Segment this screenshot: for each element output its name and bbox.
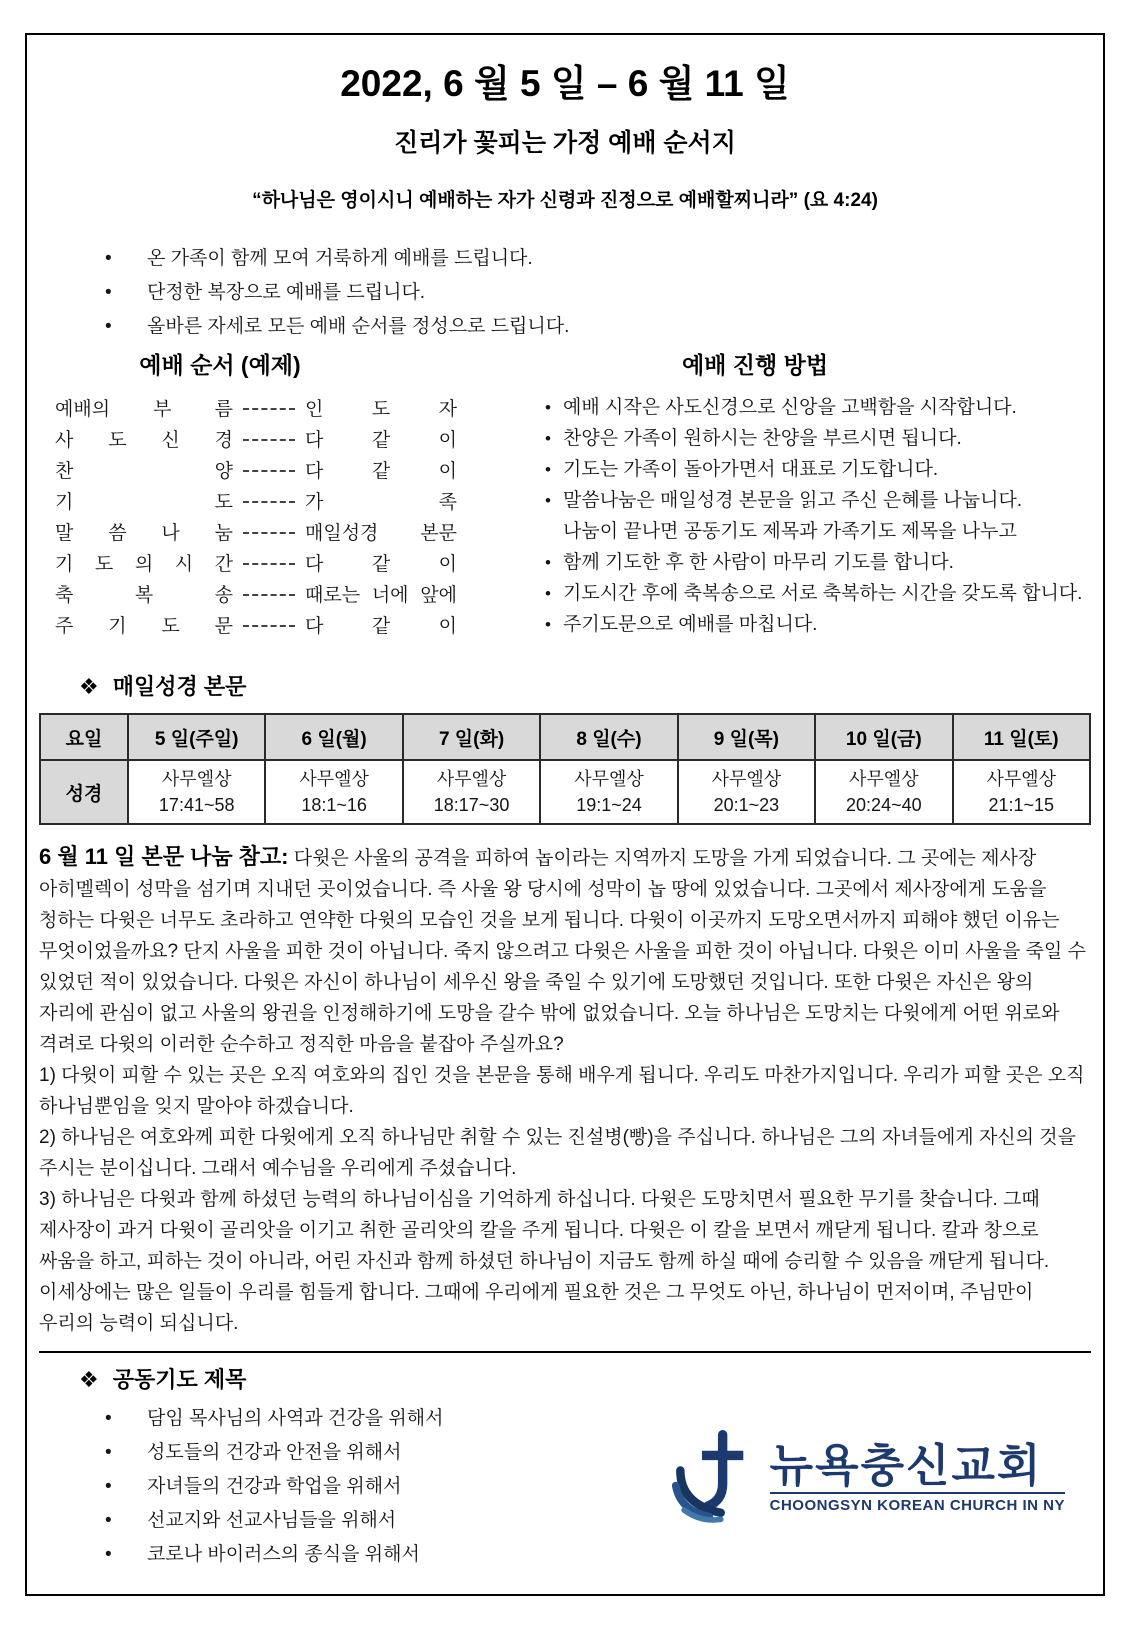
order-value: 다 같 이 — [305, 554, 457, 575]
logo-divider — [770, 1492, 1065, 1494]
order-row — [55, 485, 457, 516]
intro-bullet: • 올바른 자세로 모든 예배 순서를 정성으로 드립니다. — [101, 310, 1091, 344]
order-row — [55, 423, 457, 454]
prayer-item: • 자녀들의 건강과 학업을 위해서 — [101, 1470, 1091, 1504]
prayer-section — [39, 1351, 1091, 1594]
scripture-cell — [678, 760, 815, 824]
intro-bullet-list — [101, 242, 1091, 344]
table-header-day: 7 일(화) — [403, 714, 540, 760]
prayer-item: • 담임 목사님의 사역과 건강을 위해서 — [101, 1402, 1091, 1436]
scripture-verses: 21:1~15 — [988, 795, 1055, 815]
intro-bullet: • 단정한 복장으로 예배를 드립니다. — [101, 276, 1091, 310]
order-value: 다 같 이 — [305, 616, 457, 637]
dotted-leader — [243, 501, 295, 503]
prayer-item: • 성도들의 건강과 안전을 위해서 — [101, 1436, 1091, 1470]
scripture-book: 사무엘상 — [711, 769, 782, 789]
daily-scripture-title: 매일성경 본문 — [112, 674, 247, 699]
worship-method-list — [545, 392, 1091, 640]
table-row — [40, 760, 1090, 824]
commentary-paragraph: 1) 다윗이 피할 수 있는 곳은 오직 여호와의 집인 것을 본문을 통해 배우게 됩니다. 우리도 마찬가지입니다. 우리가 피할 곳은 오직 하나님뿐임을 잊지 말아야 하겠습니다. — [39, 1065, 1085, 1117]
dotted-leader — [243, 532, 295, 534]
method-item: • 기도는 가족이 돌아가면서 대표로 기도합니다. — [545, 454, 1091, 485]
dotted-leader — [243, 625, 295, 627]
dotted-leader — [243, 470, 295, 472]
method-item-continuation: 나눔이 끝나면 공동기도 제목과 가족기도 제목을 나누고 — [563, 521, 1017, 542]
prayer-item: • 선교지와 선교사님들을 위해서 — [101, 1504, 1091, 1538]
commentary-paragraph: 3) 하나님은 다윗과 함께 하셨던 능력의 하나님이심을 기억하게 하십니다. 다윗은 도망치면서 필요한 무기를 찾습니다. 그때 제사장이 과거 다윗이 골리앗을 이기고 취한 골리앗의 칼을 주게 됩니다. 다윗은 이 칼을 보면서 깨닫게 됩니다. 칼과 창으로 싸움을 하고, 피하는 것이 아니라, 어린 자신과 함께 하셨던 하나님이 지금도 함께 하실 때에 승리할 수 있음을 깨닫게 됩니다. 이세상에는 많은 일들이 우리를 힘들게 합니다. 그때에 우리에게 필요한 것은 그 무엇도 아닌, 하나님이 먼저이며, 주님만이 우리의 능력이 되십니다. — [39, 1189, 1050, 1334]
table-header-day: 요일 — [40, 714, 128, 760]
table-header-day: 9 일(목) — [678, 714, 815, 760]
order-value: 때로는 너에 앞에 — [305, 585, 457, 606]
order-value: 다 같 이 — [305, 461, 457, 482]
scripture-cell — [403, 760, 540, 824]
scripture-cell — [815, 760, 952, 824]
order-value: 매일성경 본문 — [305, 523, 457, 544]
order-label: 축 복 송 — [55, 585, 233, 606]
scripture-cell — [953, 760, 1090, 824]
order-value: 가 족 — [305, 492, 457, 513]
table-header-day: 8 일(수) — [540, 714, 677, 760]
order-value: 인 도 자 — [305, 399, 457, 420]
commentary-paragraph: 2) 하나님은 여호와께 피한 다윗에게 오직 하나님만 취할 수 있는 진설병(빵)을 주십니다. 하나님은 그의 자녀들에게 자신의 것을 주시는 분이십니다. 그래서 예수님을 우리에게 주셨습니다. — [39, 1127, 1076, 1179]
diamond-marker-icon: ❖ — [79, 674, 99, 699]
order-row — [55, 454, 457, 485]
worship-method-section — [457, 350, 1091, 640]
method-item: • 함께 기도한 후 한 사람이 마무리 기도를 합니다. — [545, 547, 1091, 578]
worship-columns — [39, 350, 1091, 640]
order-row — [55, 516, 457, 547]
scripture-cell — [128, 760, 265, 824]
scripture-verses: 20:24~40 — [846, 795, 922, 815]
scripture-book: 사무엘상 — [574, 769, 644, 789]
table-header-day: 5 일(주일) — [128, 714, 265, 760]
scripture-book: 사무엘상 — [436, 769, 507, 789]
method-item: • 찬양은 가족이 원하시는 찬양을 부르시면 됩니다. — [545, 423, 1091, 454]
scripture-verses: 20:1~23 — [713, 795, 780, 815]
commentary-lead: 6 월 11 일 본문 나눔 참고: — [39, 844, 289, 869]
table-header-row — [40, 714, 1090, 760]
order-label: 찬 양 — [55, 461, 233, 482]
method-item: • 예배 시작은 사도신경으로 신앙을 고백함을 시작합니다. — [545, 392, 1091, 423]
cross-and-waves-icon — [670, 1429, 764, 1527]
scripture-book: 사무엘상 — [849, 769, 919, 789]
commentary-section — [39, 841, 1091, 1339]
daily-scripture-table — [39, 713, 1091, 825]
prayer-title: 공동기도 제목 — [112, 1367, 247, 1392]
prayer-heading — [79, 1363, 1091, 1394]
church-name-korean: 뉴욕충신교회 — [769, 1439, 1043, 1491]
order-label: 예배의 부 름 — [55, 399, 233, 420]
scripture-book: 사무엘상 — [986, 769, 1057, 789]
diamond-marker-icon: ❖ — [79, 1367, 99, 1392]
worship-order-title: 예배 순서 (예제) — [139, 352, 301, 378]
order-label: 주 기 도 문 — [55, 616, 233, 637]
method-item: • 주기도문으로 예배를 마칩니다. — [545, 609, 1091, 640]
order-label: 기 도 — [55, 492, 233, 513]
scripture-quote: “하나님은 영이시니 예배하는 자가 신령과 진정으로 예배할찌니라” (요 4:24) — [252, 190, 878, 211]
dotted-leader — [243, 408, 295, 410]
table-row-label: 성경 — [40, 760, 128, 824]
order-row — [55, 547, 457, 578]
table-header-day: 11 일(토) — [953, 714, 1090, 760]
church-name-english: CHOONGSYN KOREAN CHURCH IN NY — [769, 1496, 1065, 1514]
scripture-verses: 18:1~16 — [301, 795, 367, 815]
worship-method-title: 예배 진행 방법 — [681, 352, 829, 378]
daily-scripture-heading — [79, 670, 1091, 701]
table-header-day: 10 일(금) — [815, 714, 952, 760]
order-row — [55, 578, 457, 609]
page-title: 2022, 6 월 5 일 – 6 월 11 일 — [340, 63, 790, 104]
bulletin-page — [25, 33, 1105, 1596]
page-subtitle: 진리가 꽃피는 가정 예배 순서지 — [394, 129, 736, 157]
scripture-book: 사무엘상 — [161, 769, 232, 789]
dotted-leader — [243, 563, 295, 565]
church-logo — [670, 1429, 1065, 1527]
dotted-leader — [243, 439, 295, 441]
worship-order-section — [39, 350, 457, 640]
order-row — [55, 392, 457, 423]
scripture-verses: 17:41~58 — [158, 795, 235, 815]
worship-order-list — [55, 392, 457, 640]
table-header-day: 6 일(월) — [265, 714, 402, 760]
method-item: • 기도시간 후에 축복송으로 서로 축복하는 시간을 갖도록 합니다. — [545, 578, 1091, 609]
scripture-verses: 19:1~24 — [576, 795, 642, 815]
prayer-item: • 코로나 바이러스의 종식을 위해서 — [101, 1538, 1091, 1572]
order-value: 다 같 이 — [305, 430, 457, 451]
intro-bullet: • 온 가족이 함께 모여 거룩하게 예배를 드립니다. — [101, 242, 1091, 276]
commentary-paragraph — [39, 841, 1091, 1060]
order-label: 사 도 신 경 — [55, 430, 233, 451]
order-row — [55, 609, 457, 640]
scripture-book: 사무엘상 — [299, 769, 369, 789]
scripture-cell — [265, 760, 402, 824]
commentary-text: 다윗은 사울의 공격을 피하여 놉이라는 지역까지 도망을 가게 되었습니다. 그 곳에는 제사장 아히멜렉이 성막을 섬기며 지내던 곳이었습니다. 즉 사울 왕 당시에 성막이 놉 땅에 있었습니다. 그곳에서 제사장에게 도움을 청하는 다윗은 너무도 초라하고 연약한 다윗의 모습인 것을 보게 됩니다. 다윗이 이곳까지 도망오면서까지 피해야 했던 이유는 무엇이었을까요? 단지 사울을 피한 것이 아닙니다. 죽지 않으려고 다윗은 사울을 피한 것이 아닙니다. 다윗은 이미 사울을 죽일 수 있었던 적이 있었습니다. 다윗은 자신이 하나님이 세우신 왕을 죽일 수 있기에 도망했던 것입니다. 또한 다윗은 자신은 왕의 자리에 관심이 없고 사울의 왕권을 인정해하기에 도망을 갈수 밖에 없었습니다. 오늘 하나님은 도망치는 다윗에게 어떤 위로와 격려로 다윗의 이러한 순수하고 정직한 마음을 붙잡아 주실까요? — [39, 848, 1086, 1055]
dotted-leader — [243, 594, 295, 596]
scripture-cell — [540, 760, 677, 824]
church-logo-text — [769, 1439, 1065, 1514]
method-item: • 말씀나눔은 매일성경 본문을 읽고 주신 은혜를 나눕니다. — [545, 485, 1091, 516]
order-label: 기 도 의 시 간 — [55, 554, 233, 575]
order-label: 말 씀 나 눔 — [55, 523, 233, 544]
scripture-verses: 18:17~30 — [433, 795, 510, 815]
